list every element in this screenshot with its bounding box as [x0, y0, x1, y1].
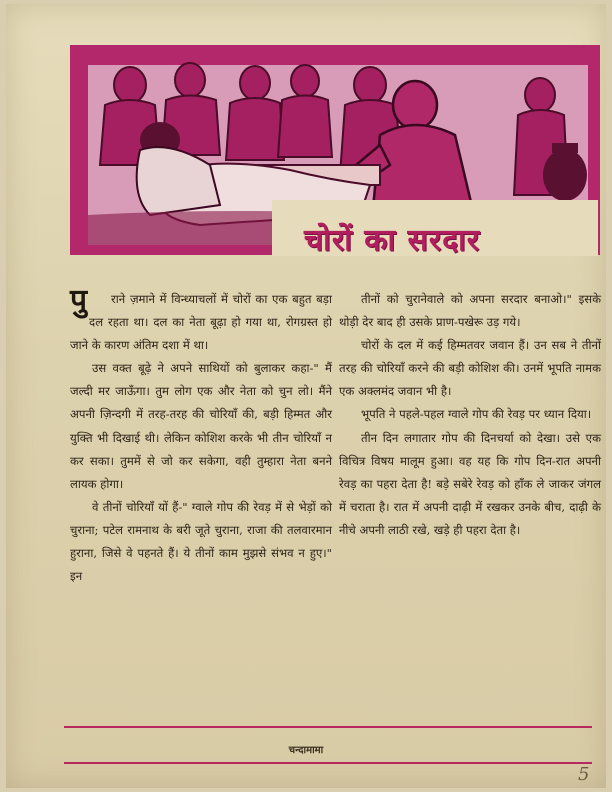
paragraph-2: उस वक्त बूढ़े ने अपने साथियों को बुलाकर कहा-" मैं जल्दी मर जाऊँगा। तुम लोग एक और नेता को चुन लो। मैंने अपनी ज़िन्दगी में तरह-तरह की चोरियाँ की, बड़ी हिम्मत और युक्ति भी दिखाई थी। लेकिन कोशिश करके भी तीन चोरियाँ न कर सका। तुममें से जो कर सकेगा, वही तुम्हारा नेता बनने लायक होगा।	[70, 361, 332, 491]
right-column	[339, 288, 601, 542]
paragraph-5: चोरों के दल में कई हिम्मतवर जवान हैं। उन सब ने तीनों तरह की चोरियाँ करने की बड़ी कोशिश की। उनमें भूपति नामक एक अक्लमंद जवान भी है।	[339, 338, 601, 399]
paragraph-6: भूपति ने पहले-पहल ग्वाले गोप की रेवड़ पर ध्यान दिया।	[361, 407, 592, 422]
footer-rule-top	[64, 726, 592, 728]
magazine-page	[6, 4, 606, 788]
dropcap: पु	[70, 283, 88, 318]
footer-label: चन्दामामा	[288, 745, 324, 756]
page-number: 5	[578, 764, 590, 785]
paragraph-7: तीन दिन लगातार गोप की दिनचर्या को देखा। उसे एक विचित्र विषय मालूम हुआ। वह यह कि गोप दिन-रात अपनी रेवड़ का पहरा देता है! बड़े सबेरे रेवड़ को हाँक ले जाकर जंगल में चराता है। रात में अपनी दाढ़ी में रखकर उनके बीच, दाढ़ी के नीचे अपनी लाठी रखे, खड़े ही पहरा देता है।	[339, 430, 601, 537]
left-column	[70, 283, 332, 588]
story-title: चोरों का सरदार	[304, 223, 481, 258]
footer-rule-bottom	[64, 762, 592, 764]
paragraph-3: वे तीनों चोरियाँ यों हैं-" ग्वाले गोप की रेवड़ में से भेड़ों को चुराना; पटेल रामनाथ के बरी जूते चुराना, राजा की तलवारमान हुराना, जिसे वे पहनते हैं। ये तीनों काम मुझसे संभव न हुए।" इन	[70, 499, 332, 584]
paragraph-4: तीनों को चुरानेवाले को अपना सरदार बनाओ।" इसके थोड़ी देर बाद ही उसके प्राण-पखेरू उड़ गये।	[339, 292, 601, 330]
paragraph-1: पु राने ज़माने में विन्ध्याचलों में चोरों का एक बहुत बड़ा दल रहता था। दल का नेता बूढ़ा हो गया था, रोगग्रस्त हो जाने के कारण अंतिम दशा में था।	[70, 288, 332, 357]
